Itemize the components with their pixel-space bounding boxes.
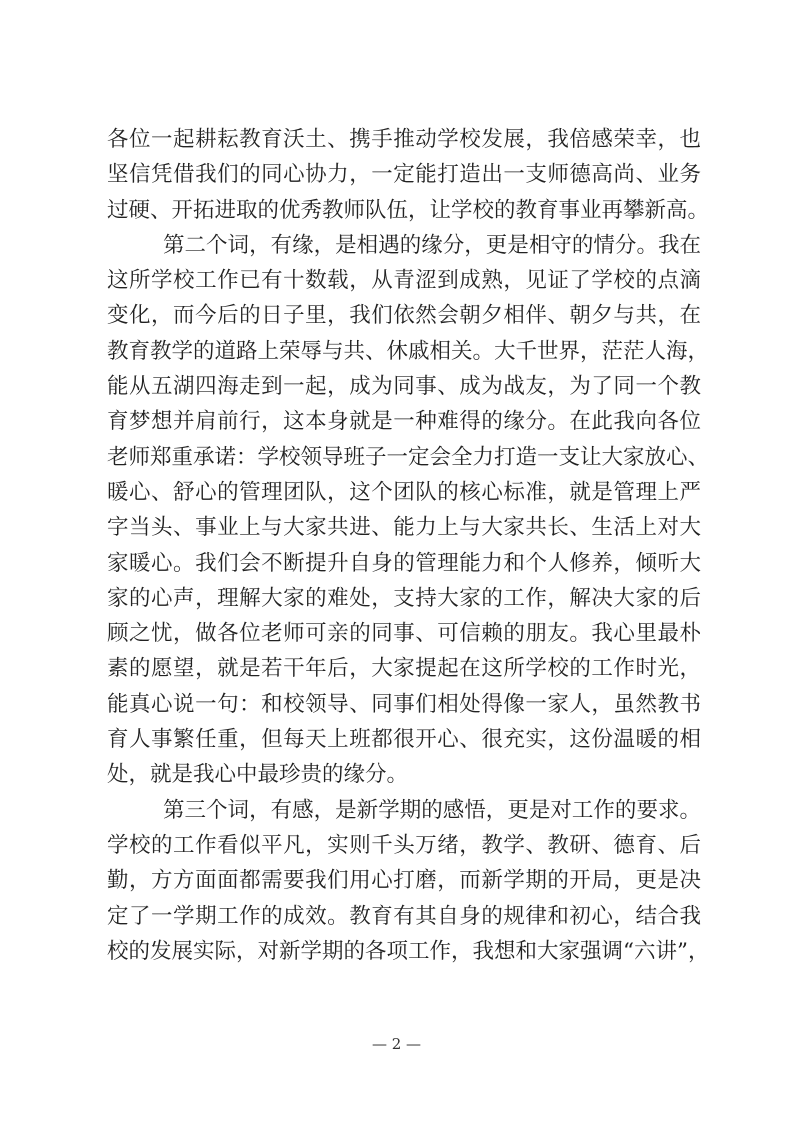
paragraph (107, 122, 710, 228)
text-line: 暖心、舒心的管理团队，这个团队的核心标准，就是管理上严 (107, 479, 701, 505)
page-number: — 2 — (371, 1035, 422, 1053)
text-line: 老师郑重承诺：学校领导班子一定会全力打造一支让大家放心、 (107, 444, 710, 470)
text-line: 各位一起耕耘教育沃土、携手推动学校发展，我倍感荣幸，也 (107, 127, 701, 152)
text-line: 家暖心。我们会不断提升自身的管理能力和个人修养，倾听大 (107, 550, 701, 576)
text-line: 能真心说一句：和校领导、同事们相处得像一家人，虽然教书 (107, 691, 701, 717)
text-line: 过硬、开拓进取的优秀教师队伍，让学校的教育事业再攀新高。 (107, 197, 710, 223)
text-line: 素的愿望，就是若干年后，大家提起在这所学校的工作时光， (107, 656, 701, 682)
text-line: 学校的工作看似平凡，实则千头万绪，教学、教研、德育、后 (107, 832, 701, 858)
text-line: 处，就是我心中最珍贵的缘分。 (107, 762, 409, 788)
text-line: 字当头、事业上与大家共进、能力上与大家共长、生活上对大 (107, 515, 701, 541)
text-line: 这所学校工作已有十数载，从青涩到成熟，见证了学校的点滴 (107, 268, 701, 294)
document-body (107, 122, 710, 969)
text-line: 变化，而今后的日子里，我们依然会朝夕相伴、朝夕与共，在 (107, 303, 701, 329)
text-line: 家的心声，理解大家的难处，支持大家的工作，解决大家的后 (107, 585, 701, 611)
text-line: 顾之忧，做各位老师可亲的同事、可信赖的朋友。我心里最朴 (107, 621, 701, 647)
paragraph (107, 793, 710, 969)
text-line: 定了一学期工作的成效。教育有其自身的规律和初心，结合我 (107, 903, 701, 929)
paragraph (107, 228, 710, 793)
text-line: 能从五湖四海走到一起，成为同事、成为战友，为了同一个教 (107, 374, 701, 400)
text-line: 育人事繁任重，但每天上班都很开心、很充实，这份温暖的相 (107, 727, 701, 753)
text-line: 育梦想并肩前行，这本身就是一种难得的缘分。在此我向各位 (107, 409, 701, 435)
text-line: 坚信凭借我们的同心协力，一定能打造出一支师德高尚、业务 (107, 162, 701, 188)
text-line: 第二个词，有缘，是相遇的缘分，更是相守的情分。我在 (163, 232, 701, 258)
text-line: 教育教学的道路上荣辱与共、休戚相关。大千世界，茫茫人海， (107, 338, 710, 364)
text-line: 第三个词，有感，是新学期的感悟，更是对工作的要求。 (163, 797, 701, 823)
text-line: 校的发展实际，对新学期的各项工作，我想和大家强调“六讲”， (107, 938, 710, 964)
text-line: 勤，方方面面都需要我们用心打磨，而新学期的开局，更是决 (107, 868, 701, 894)
